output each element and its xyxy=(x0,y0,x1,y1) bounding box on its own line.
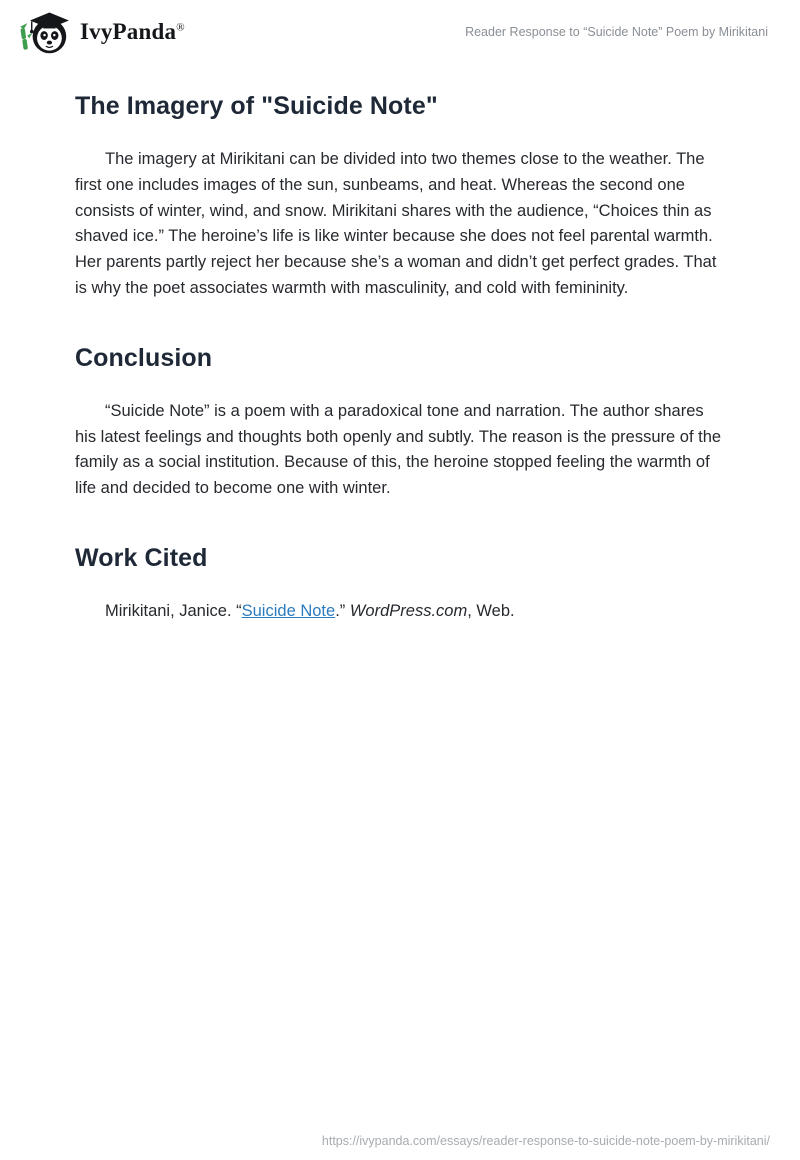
brand xyxy=(18,9,185,55)
section-heading-work-cited: Work Cited xyxy=(75,543,208,572)
citation-line xyxy=(75,599,722,625)
paragraph-imagery: The imagery at Mirikitani can be divided into two themes close to the weather. The first one includes images of the sun, sunbeams, and heat. Whereas the second one consists of winter, wind, and snow. Mirikitani shares with the audience, “Choices thin as shaved ice.” The heroine’s life is like winter because she does not feel parental warmth. Her parents partly reject her because she’s a woman and didn’t get perfect grades. That is why the poet associates warmth with masculinity, and cold with femininity. xyxy=(75,150,717,297)
panda-graduation-cap-icon xyxy=(18,9,72,55)
registered-mark: ® xyxy=(176,21,185,34)
section-heading-imagery: The Imagery of "Suicide Note" xyxy=(75,92,438,120)
citation-prefix: Mirikitani, Janice. “ xyxy=(105,601,242,620)
paragraph-conclusion: “Suicide Note” is a poem with a paradoxical tone and narration. The author shares his latest feelings and thoughts both openly and subtly. The reason is the pressure of the family as a social institution. Because of this, the heroine stopped feeling the warmth of life and decided to become one with winter. xyxy=(75,401,722,498)
page-url: https://ivypanda.com/essays/reader-response-to-suicide-note-poem-by-mirikitani/ xyxy=(321,1134,770,1148)
brand-text: IvyPanda xyxy=(80,19,177,44)
essay-content xyxy=(0,64,800,625)
document-title: Reader Response to “Suicide Note” Poem by Mirikitani xyxy=(465,25,768,39)
citation-source: WordPress.com xyxy=(349,601,468,620)
citation-suffix: , Web. xyxy=(467,601,515,620)
page-header xyxy=(0,0,800,64)
section-heading-conclusion: Conclusion xyxy=(75,343,213,372)
citation-after-link: .” xyxy=(335,601,350,620)
brand-name xyxy=(80,19,185,45)
suicide-note-link[interactable]: Suicide Note xyxy=(241,601,336,620)
